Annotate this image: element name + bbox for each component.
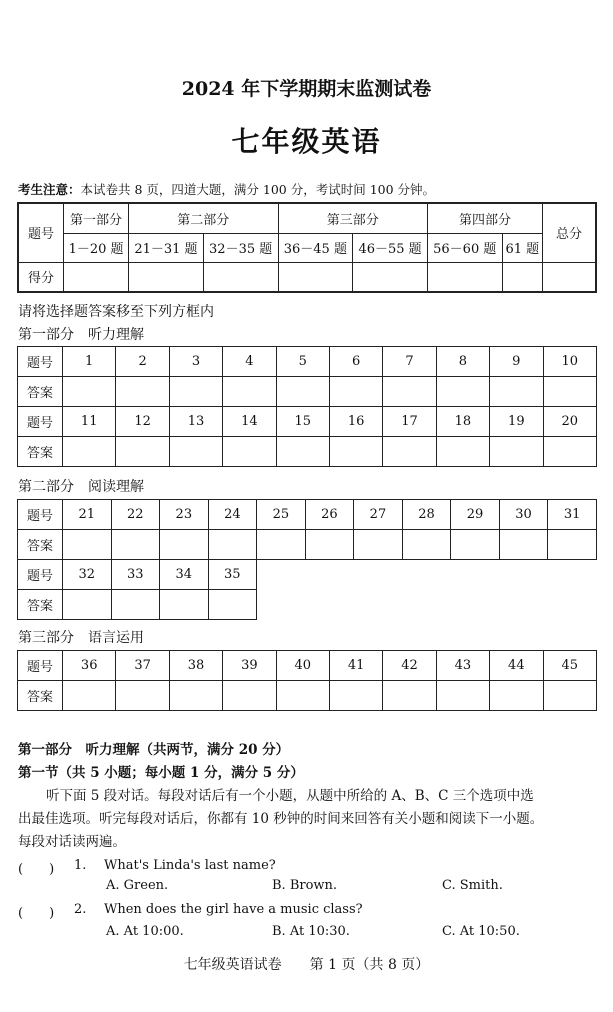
answer-cell[interactable] [499,530,548,560]
question-number-cell: 42 [383,651,436,681]
question-number-cell: 39 [223,651,276,681]
answer-bracket[interactable]: ( ) [18,862,55,877]
answer-cell[interactable] [305,530,354,560]
question-number-cell: 7 [383,347,436,377]
score-cell[interactable] [278,262,353,292]
answer-cell[interactable] [490,377,543,407]
answer-cell[interactable] [116,437,169,467]
answer-cell[interactable] [223,377,276,407]
option-a[interactable]: A. Green. [106,878,169,893]
answer-cell[interactable] [63,590,112,620]
score-cell[interactable] [427,262,502,292]
answer-cell[interactable] [223,437,276,467]
option-c[interactable]: C. At 10:50. [442,924,520,939]
exam-title: 2024 年下学期期末监测试卷 [181,78,432,100]
question-number-cell: 43 [436,651,489,681]
option-a[interactable]: A. At 10:00. [106,924,184,939]
question-number-cell: 38 [169,651,222,681]
row-label-answer: 答案 [18,377,63,407]
answer-cell[interactable] [548,530,597,560]
answer-cell[interactable] [436,377,489,407]
subject-title: 七年级英语 [231,125,382,158]
answer-instruction: 请将选择题答案移至下列方框内 [18,304,214,320]
question-number-cell: 24 [208,500,257,530]
question-number-cell: 32 [63,560,112,590]
part-header: 第四部分 [427,203,542,233]
question-number-cell: 5 [276,347,329,377]
question-number-cell: 3 [169,347,222,377]
question-number-cell: 31 [548,500,597,530]
answer-cell[interactable] [276,437,329,467]
question-number-cell: 30 [499,500,548,530]
range-cell: 56－60 题 [427,233,502,262]
answer-cell[interactable] [257,530,306,560]
row-label-answer: 答案 [18,590,63,620]
question-number-cell: 25 [257,500,306,530]
part1-title: 第一部分 听力理解 [18,327,144,343]
notice-text: 本试卷共 8 页，四道大题，满分 100 分，考试时间 100 分钟。 [80,182,436,197]
answer-cell[interactable] [436,681,489,711]
score-cell[interactable] [353,262,428,292]
part-header: 第二部分 [129,203,278,233]
answer-cell[interactable] [111,590,160,620]
answer-cell[interactable] [490,437,543,467]
question-number-cell: 19 [490,407,543,437]
range-cell: 32－35 题 [203,233,278,262]
score-cell[interactable] [129,262,204,292]
row-label-answer: 答案 [18,530,63,560]
row-label-question: 题号 [18,407,63,437]
question-number-cell: 9 [490,347,543,377]
question-number-cell: 20 [543,407,596,437]
row-label-question: 题号 [18,347,63,377]
range-cell: 61 题 [502,233,542,262]
question-number-cell: 10 [543,347,596,377]
part-header: 第一部分 [64,203,129,233]
answer-cell[interactable] [402,530,451,560]
question-number-cell: 45 [543,651,596,681]
answer-cell[interactable] [383,681,436,711]
row-label-question: 题号 [18,651,63,681]
answer-cell[interactable] [543,437,596,467]
answer-cell[interactable] [208,590,257,620]
question-number: 1. [74,858,87,873]
question-number: 2. [74,902,87,917]
score-label: 得分 [18,262,64,292]
row-label-question: 题号 [18,560,63,590]
part-header: 第三部分 [278,203,427,233]
question-number-cell: 37 [116,651,169,681]
question-number-cell: 41 [329,651,382,681]
answer-cell[interactable] [354,530,403,560]
answer-cell[interactable] [160,530,209,560]
row-label-question: 题号 [18,500,63,530]
question-number-cell: 21 [63,500,112,530]
range-cell: 36－45 题 [278,233,353,262]
score-cell[interactable] [203,262,278,292]
question-number-cell: 17 [383,407,436,437]
part2-title: 第二部分 阅读理解 [18,479,144,495]
question-text: When does the girl have a music class? [104,902,363,917]
instruction-line: 出最佳选项。听完每段对话后，你都有 10 秒钟的时间来回答有关小题和阅读下一小题。 [18,811,544,827]
question-number-cell: 18 [436,407,489,437]
answer-cell[interactable] [490,681,543,711]
answer-cell[interactable] [451,530,500,560]
answer-cell[interactable] [329,377,382,407]
answer-cell[interactable] [63,681,116,711]
part3-answer-grid [17,650,597,711]
answer-cell[interactable] [276,681,329,711]
answer-cell[interactable] [383,377,436,407]
part2-answer-grid-extra [17,559,257,620]
question-number-cell: 14 [223,407,276,437]
question-number-cell: 2 [116,347,169,377]
question-number-cell: 22 [111,500,160,530]
section1-subheading: 第一节（共 5 小题；每小题 1 分，满分 5 分） [18,765,304,781]
notice-label: 考生注意： [18,182,81,197]
question-number-cell: 1 [63,347,116,377]
score-question-label: 题号 [18,203,64,262]
answer-cell[interactable] [543,377,596,407]
question-number-cell: 4 [223,347,276,377]
score-cell[interactable] [64,262,129,292]
question-number-cell: 16 [329,407,382,437]
row-label-answer: 答案 [18,437,63,467]
question-number-cell: 36 [63,651,116,681]
option-c[interactable]: C. Smith. [442,878,503,893]
instruction-line: 每段对话读两遍。 [18,834,126,850]
question-number-cell: 35 [208,560,257,590]
question-number-cell: 8 [436,347,489,377]
question-number-cell: 28 [402,500,451,530]
answer-cell[interactable] [329,681,382,711]
answer-cell[interactable] [543,681,596,711]
row-label-answer: 答案 [18,681,63,711]
question-number-cell: 44 [490,651,543,681]
exam-notice [18,180,435,198]
question-number-cell: 34 [160,560,209,590]
answer-cell[interactable] [63,530,112,560]
range-cell: 1－20 题 [64,233,129,262]
section1-heading: 第一部分 听力理解（共两节，满分 20 分） [18,742,290,758]
question-text: What's Linda's last name? [104,858,276,873]
question-number-cell: 12 [116,407,169,437]
question-number-cell: 40 [276,651,329,681]
question-number-cell: 13 [169,407,222,437]
option-b[interactable]: B. Brown. [272,878,338,893]
question-number-cell: 15 [276,407,329,437]
range-cell: 21－31 题 [129,233,204,262]
question-number-cell: 27 [354,500,403,530]
page-footer: 七年级英语试卷 第 1 页（共 8 页） [183,957,430,973]
question-number-cell: 23 [160,500,209,530]
answer-cell[interactable] [111,530,160,560]
answer-cell[interactable] [329,437,382,467]
answer-cell[interactable] [169,437,222,467]
question-number-cell: 29 [451,500,500,530]
answer-cell[interactable] [169,377,222,407]
answer-bracket[interactable]: ( ) [18,906,55,921]
answer-cell[interactable] [169,681,222,711]
score-cell[interactable] [543,262,597,292]
score-cell[interactable] [502,262,542,292]
range-cell: 46－55 题 [353,233,428,262]
part3-title: 第三部分 语言运用 [18,630,144,646]
question-number-cell: 6 [329,347,382,377]
answer-cell[interactable] [116,377,169,407]
part1-answer-grid [17,346,597,467]
option-b[interactable]: B. At 10:30. [272,924,350,939]
score-table [17,202,597,293]
answer-cell[interactable] [116,681,169,711]
question-number-cell: 11 [63,407,116,437]
answer-cell[interactable] [63,377,116,407]
question-number-cell: 33 [111,560,160,590]
answer-cell[interactable] [436,437,489,467]
answer-cell[interactable] [63,437,116,467]
answer-cell[interactable] [208,530,257,560]
instruction-line: 听下面 5 段对话。每段对话后有一个小题，从题中所给的 A、B、C 三个选项中选 [46,788,534,804]
answer-cell[interactable] [223,681,276,711]
part2-answer-grid [17,499,597,560]
answer-cell[interactable] [160,590,209,620]
answer-cell[interactable] [276,377,329,407]
answer-cell[interactable] [383,437,436,467]
question-number-cell: 26 [305,500,354,530]
total-label: 总分 [543,203,597,262]
